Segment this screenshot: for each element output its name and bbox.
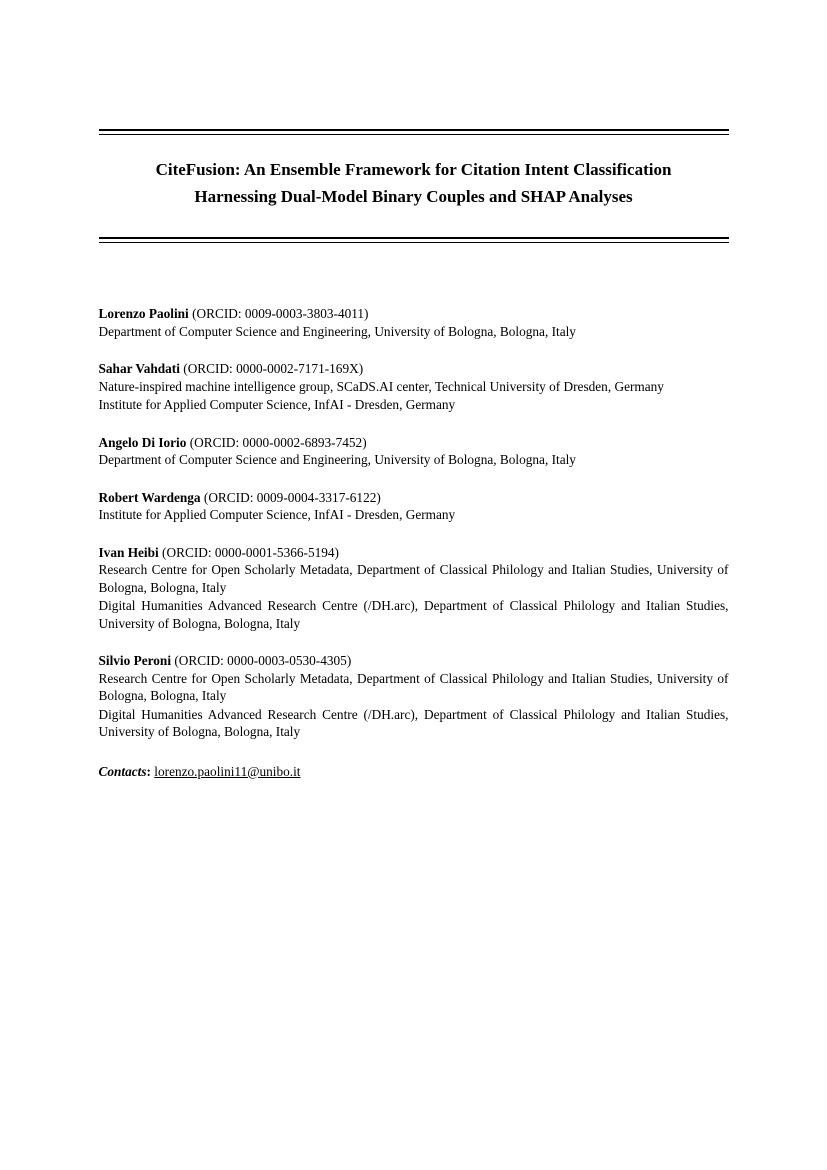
author-block [99,434,729,469]
affiliation-line: Department of Computer Science and Engineering, University of Bologna, Bologna, Italy [98,323,576,339]
author-name: Lorenzo Paolini [98,306,189,321]
affiliation-line: Department of Computer Science and Engineering, University of Bologna, Bologna, Italy [98,452,576,467]
author-orcid: (ORCID: 0009-0003-3803-4011) [188,306,369,321]
author-name: Robert Wardenga [98,489,201,505]
author-orcid: (ORCID: 0000-0003-0530-4305) [171,653,352,668]
author-name-line [99,434,729,452]
author-orcid: (ORCID: 0000-0002-7171-169X) [179,361,364,376]
paper-title [99,135,729,237]
author-name: Ivan Heibi [98,544,159,560]
author-name: Angelo Di Iorio [98,434,187,450]
author-name-line [99,544,729,562]
affiliation-line: Institute for Applied Computer Science, InfAI - Dresden, Germany [98,507,456,522]
paper-title-line-2: Harnessing Dual-Model Binary Couples and SHAP Analyses [194,187,633,206]
paper-title-line-1: CiteFusion: An Ensemble Framework for Citation Intent Classification [155,160,672,179]
author-block [99,652,729,741]
affiliation-line: Nature-inspired machine intelligence group, SCaDS.AI center, Technical University of Dresden, Germany [98,378,664,394]
author-name: Silvio Peroni [98,653,172,668]
author-list [99,305,729,741]
author-name-line [99,489,729,507]
author-name-line [99,360,729,378]
author-orcid: (ORCID: 0000-0002-6893-7452) [186,434,367,450]
contacts-label: Contacts [98,763,147,779]
contacts-separator: : [146,763,155,779]
author-orcid: (ORCID: 0009-0004-3317-6122) [200,489,381,505]
affiliation-line: Institute for Applied Computer Science, InfAI - Dresden, Germany [98,397,456,412]
author-block [99,360,729,414]
author-name: Sahar Vahdati [98,361,180,376]
affiliation-line: Digital Humanities Advanced Research Centre (/DH.arc), Department of Classical Philology and Italian Studies, University of Bologna, Bologna, Italy [98,598,729,631]
author-block [99,489,729,524]
author-orcid: (ORCID: 0000-0001-5366-5194) [158,544,339,560]
author-block [99,305,729,340]
affiliation-line: Research Centre for Open Scholarly Metadata, Department of Classical Philology and Italian Studies, University of Bologna, Bologna, Italy [98,562,729,595]
author-name-line [99,305,729,323]
contacts-line [99,763,729,781]
author-name-line [99,652,729,670]
title-rule-bottom [99,237,729,243]
contact-email-link[interactable]: lorenzo.paolini11@unibo.it [154,763,301,779]
paper-title-page [99,0,729,780]
author-block [99,544,729,633]
affiliation-line: Research Centre for Open Scholarly Metadata, Department of Classical Philology and Italian Studies, University of Bologna, Bologna, Italy [98,670,729,703]
affiliation-line: Digital Humanities Advanced Research Centre (/DH.arc), Department of Classical Philology and Italian Studies, University of Bologna, Bologna, Italy [98,706,729,739]
